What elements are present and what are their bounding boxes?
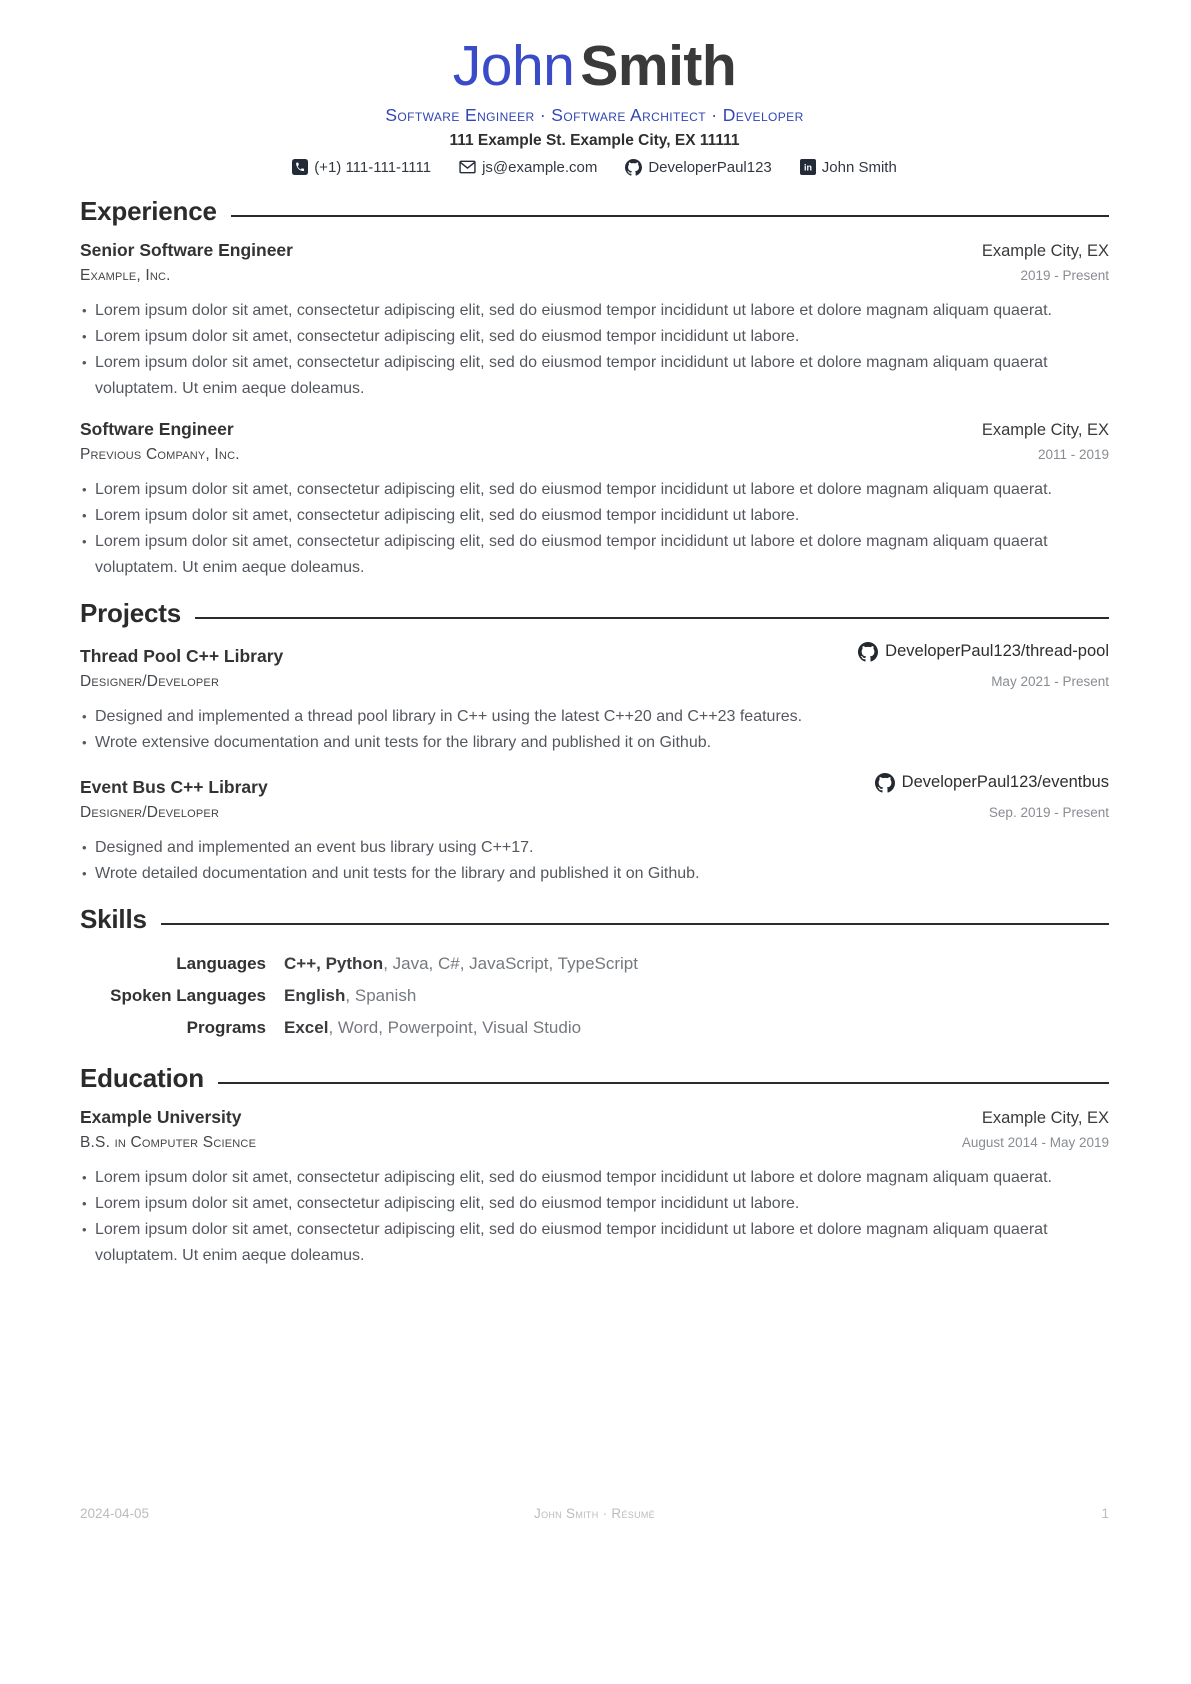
section-header-projects: [80, 598, 1109, 629]
bullet-list: [80, 835, 1109, 887]
skill-rest: , Word, Powerpoint, Visual Studio: [328, 1017, 582, 1037]
skill-values: [284, 980, 1109, 1012]
entry-title-row: [80, 773, 1109, 798]
project-role: Designer/Developer: [80, 803, 220, 821]
bullet-item: • Lorem ipsum dolor sit amet, consectetur adipiscing elit, sed do eiusmod tempor incididunt ut labore.: [95, 324, 1109, 350]
phone-link[interactable]: [292, 159, 431, 176]
entry-subtitle-row: [80, 267, 1109, 285]
experience-entry: [80, 240, 1109, 402]
section-title-skills: Skills: [80, 903, 147, 934]
section-rule: [218, 1082, 1109, 1085]
resume-header: [80, 36, 1109, 176]
linkedin-text: John Smith: [821, 158, 897, 176]
page-footer: [80, 1506, 1109, 1521]
project-entry: [80, 642, 1109, 756]
bullet-item: • Wrote extensive documentation and unit tests for the library and published it on Github.: [95, 730, 1109, 756]
bullet-item: • Lorem ipsum dolor sit amet, consectetur adipiscing elit, sed do eiusmod tempor incididunt ut labore et dolore magnam aliquam quaerat.: [95, 1165, 1109, 1191]
linkedin-icon: [800, 159, 816, 175]
contact-row: [80, 159, 1109, 176]
footer-page-number: 1: [1101, 1506, 1110, 1521]
skill-rest: , Java, C#, JavaScript, TypeScript: [383, 953, 638, 973]
skill-category: Programs: [186, 1017, 266, 1037]
github-icon: [875, 773, 895, 793]
bullet-item: • Lorem ipsum dolor sit amet, consectetur adipiscing elit, sed do eiusmod tempor incididunt ut labore et dolore magnam aliquam quaerat.: [95, 298, 1109, 324]
entry-subtitle-row: [80, 673, 1109, 691]
entry-title-row: [80, 240, 1109, 261]
skill-highlight: Excel: [284, 1017, 329, 1037]
bullet-item: • Lorem ipsum dolor sit amet, consectetur adipiscing elit, sed do eiusmod tempor incididunt ut labore.: [95, 1191, 1109, 1217]
github-icon: [625, 159, 642, 176]
section-title-education: Education: [80, 1062, 204, 1093]
section-rule: [195, 617, 1109, 620]
entry-subtitle-row: [80, 446, 1109, 464]
bullet-item: • Lorem ipsum dolor sit amet, consectetur adipiscing elit, sed do eiusmod tempor incididunt ut labore et dolore magnam aliquam quaerat voluptatem. Ut enim aeque doleamus.: [95, 529, 1109, 581]
bullet-list: [80, 704, 1109, 756]
skill-category: Spoken Languages: [110, 985, 266, 1005]
job-dates: 2019 - Present: [1020, 267, 1109, 283]
bullet-item: • Lorem ipsum dolor sit amet, consectetur adipiscing elit, sed do eiusmod tempor incididunt ut labore et dolore magnam aliquam quaerat voluptatem. Ut enim aeque doleamus.: [95, 1217, 1109, 1269]
school-location: Example City, EX: [981, 1108, 1109, 1127]
job-location: Example City, EX: [981, 420, 1109, 439]
name-heading: [80, 36, 1109, 98]
skill-category: Languages: [176, 953, 266, 973]
bullet-item: • Designed and implemented an event bus library using C++17.: [95, 835, 1109, 861]
svg-text:in: in: [803, 162, 812, 173]
entry-title-row: [80, 1107, 1109, 1128]
bullet-item: • Wrote detailed documentation and unit tests for the library and published it on Github.: [95, 861, 1109, 887]
skill-rest: , Spanish: [345, 985, 417, 1005]
skill-values: [284, 948, 1109, 980]
phone-icon: [292, 159, 308, 175]
last-name: Smith: [580, 34, 737, 98]
bullet-list: [80, 477, 1109, 581]
first-name: John: [452, 34, 575, 98]
company-name: Previous Company, Inc.: [80, 445, 240, 463]
section-header-education: [80, 1063, 1109, 1094]
skill-values: [284, 1012, 1109, 1044]
bullet-item: • Lorem ipsum dolor sit amet, consectetur adipiscing elit, sed do eiusmod tempor incididunt ut labore et dolore magnam aliquam quaerat.: [95, 477, 1109, 503]
project-dates: May 2021 - Present: [991, 673, 1109, 689]
github-link[interactable]: [625, 159, 771, 176]
section-title-projects: Projects: [80, 597, 182, 628]
job-title: Senior Software Engineer: [80, 239, 293, 260]
section-rule: [161, 923, 1109, 926]
tagline: Software Engineer · Software Architect · Developer: [385, 104, 804, 125]
entry-title-row: [80, 419, 1109, 440]
section-rule: [231, 215, 1109, 218]
job-location: Example City, EX: [981, 241, 1109, 260]
section-header-experience: [80, 196, 1109, 227]
entry-title-row: [80, 642, 1109, 667]
job-title: Software Engineer: [80, 418, 234, 439]
repo-link[interactable]: [875, 773, 1109, 793]
bullet-item: • Lorem ipsum dolor sit amet, consectetur adipiscing elit, sed do eiusmod tempor incididunt ut labore et dolore magnam aliquam quaerat voluptatem. Ut enim aeque doleamus.: [95, 350, 1109, 402]
degree-name: B.S. in Computer Science: [80, 1133, 257, 1151]
bullet-list: [80, 298, 1109, 402]
section-experience: [80, 196, 1109, 581]
bullet-item: • Designed and implemented a thread pool library in C++ using the latest C++20 and C++23 features.: [95, 704, 1109, 730]
education-entry: [80, 1107, 1109, 1269]
skill-highlight: C++, Python: [284, 953, 384, 973]
github-handle: DeveloperPaul123: [648, 158, 772, 176]
skill-highlight: English: [284, 985, 346, 1005]
repo-link[interactable]: [858, 642, 1109, 662]
section-projects: [80, 598, 1109, 887]
entry-subtitle-row: [80, 804, 1109, 822]
project-entry: [80, 773, 1109, 887]
project-title: Event Bus C++ Library: [80, 776, 268, 797]
company-name: Example, Inc.: [80, 266, 171, 284]
address-line: 111 Example St. Example City, EX 11111: [449, 131, 740, 149]
experience-entry: [80, 419, 1109, 581]
linkedin-link[interactable]: [800, 159, 897, 176]
project-dates: Sep. 2019 - Present: [988, 804, 1109, 820]
job-dates: 2011 - 2019: [1037, 446, 1109, 462]
section-title-experience: Experience: [80, 195, 217, 226]
school-name: Example University: [80, 1106, 242, 1127]
skills-table: [80, 948, 1109, 1044]
education-dates: August 2014 - May 2019: [961, 1134, 1109, 1150]
section-education: [80, 1063, 1109, 1269]
footer-date: 2024-04-05: [80, 1506, 150, 1521]
email-link[interactable]: [459, 159, 597, 176]
footer-title: John Smith · Résumé: [534, 1506, 655, 1521]
repo-name: DeveloperPaul123/thread-pool: [885, 642, 1109, 661]
phone-text: (+1) 111-111-1111: [314, 158, 432, 176]
project-role: Designer/Developer: [80, 672, 220, 690]
section-header-skills: [80, 904, 1109, 935]
entry-subtitle-row: [80, 1134, 1109, 1152]
section-skills: [80, 904, 1109, 1044]
email-text: js@example.com: [482, 158, 598, 176]
project-title: Thread Pool C++ Library: [80, 645, 284, 666]
email-icon: [459, 160, 476, 174]
bullet-list: [80, 1165, 1109, 1269]
repo-name: DeveloperPaul123/eventbus: [901, 773, 1109, 792]
bullet-item: • Lorem ipsum dolor sit amet, consectetur adipiscing elit, sed do eiusmod tempor incididunt ut labore.: [95, 503, 1109, 529]
github-icon: [858, 642, 878, 662]
